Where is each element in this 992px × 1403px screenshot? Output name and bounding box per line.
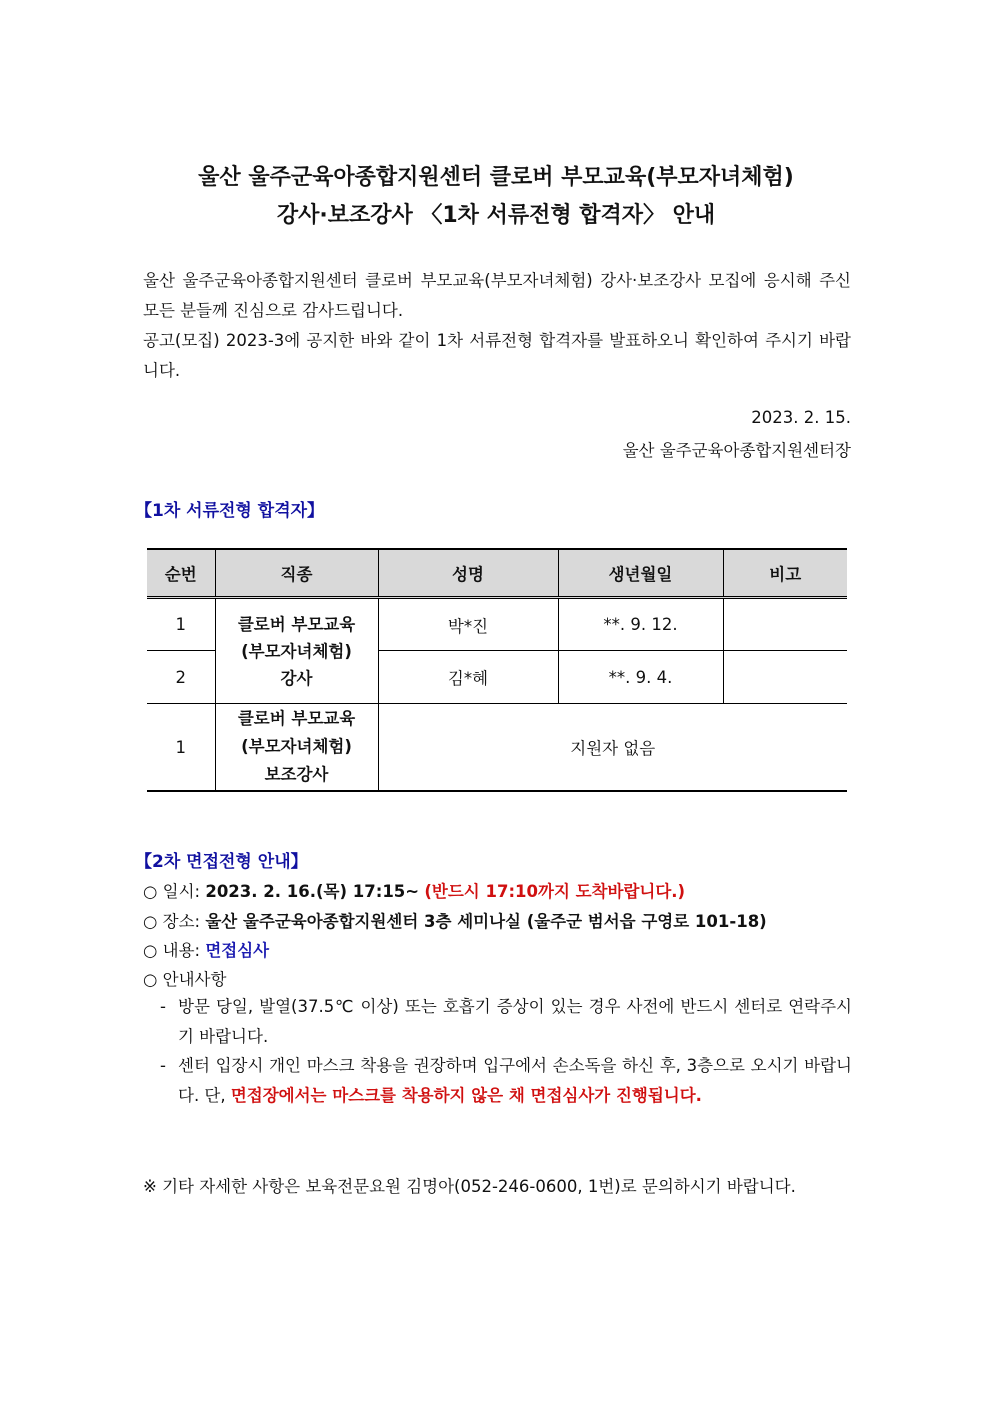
intro-paragraph-1: 울산 울주군육아종합지원센터 클로버 부모교육(부모자녀체험) 강사·보조강사 모집에 응시해 주신 모든 분들께 진심으로 감사드립니다. [143, 271, 851, 320]
place-label: 장소: [162, 912, 201, 931]
schedule-note: (반드시 17:10까지 도착바랍니다.) [424, 882, 686, 901]
dash-marker: - [160, 1056, 166, 1075]
cell-birth: **. 9. 12. [558, 598, 723, 651]
cell-no-applicants: 지원자 없음 [378, 704, 847, 792]
place-line [143, 908, 767, 932]
cell-no: 1 [147, 598, 215, 651]
table-row [147, 704, 847, 792]
content-value: 면접심사 [205, 941, 270, 960]
circle-bullet: ○ [143, 882, 158, 901]
dash-marker: - [160, 997, 166, 1016]
job-line: (부모자녀체험) [241, 641, 352, 661]
results-table [147, 548, 847, 792]
job-line: 강사 [280, 668, 313, 688]
job-line: 클로버 부모교육 [237, 614, 356, 634]
notice-item-2-text [178, 1051, 852, 1111]
place-value: 울산 울주군육아종합지원센터 3층 세미나실 (울주군 범서읍 구영로 101-18) [205, 912, 767, 931]
circle-bullet: ○ [143, 970, 158, 989]
cell-name: 김*혜 [378, 651, 558, 704]
cell-job-instructor [215, 598, 378, 704]
notice-item-1 [160, 992, 852, 1052]
notice-item-1-text: 방문 당일, 발열(37.5℃ 이상) 또는 호흡기 증상이 있는 경우 사전에 반드시 센터로 연락주시기 바랍니다. [178, 997, 852, 1046]
content-label: 내용: [162, 941, 201, 960]
circle-bullet: ○ [143, 912, 158, 931]
header-job: 직종 [215, 549, 378, 598]
notice-item-2-text-a: 센터 입장시 개인 마스크 착용을 권장하며 입구에서 손소독을 하신 후, 3층으로 오시기 바랍니다. 단, [178, 1056, 852, 1105]
schedule-line [143, 878, 685, 902]
cell-no: 1 [147, 704, 215, 792]
header-no: 순번 [147, 549, 215, 598]
notice-item-2-text-b: 면접장에서는 마스크를 착용하지 않은 채 면접심사가 진행됩니다. [230, 1086, 702, 1105]
cell-birth: **. 9. 4. [558, 651, 723, 704]
job-line: 클로버 부모교육 [237, 709, 356, 728]
circle-bullet: ○ [143, 941, 158, 960]
notice-heading-line [143, 966, 226, 990]
header-note: 비고 [723, 549, 847, 598]
notice-item-2 [160, 1051, 852, 1111]
content-line [143, 937, 269, 961]
schedule-value: 2023. 2. 16.(목) 17:15~ [205, 882, 420, 901]
section-title-2: 【2차 면접전형 안내】 [135, 852, 308, 872]
notice-date: 2023. 2. 15. [751, 408, 851, 427]
issuer: 울산 울주군육아종합지원센터장 [622, 441, 851, 460]
table-header-row [147, 549, 847, 598]
job-line: (부모자녀체험) [241, 737, 352, 756]
footer-contact: ※ 기타 자세한 사항은 보육전문요원 김명아(052-246-0600, 1번)로 문의하시기 바랍니다. [143, 1177, 796, 1196]
header-birth: 생년월일 [558, 549, 723, 598]
table-row [147, 598, 847, 651]
notice-label: 안내사항 [162, 970, 227, 989]
section-title-1: 【1차 서류전형 합격자】 [135, 501, 325, 521]
cell-note [723, 598, 847, 651]
cell-job-assistant [215, 704, 378, 792]
cell-note [723, 651, 847, 704]
job-line: 보조강사 [264, 765, 329, 784]
intro-paragraph-2: 공고(모집) 2023-3에 공지한 바와 같이 1차 서류전형 합격자를 발표하오니 확인하여 주시기 바랍니다. [143, 331, 851, 380]
cell-no: 2 [147, 651, 215, 704]
header-name: 성명 [378, 549, 558, 598]
title-line-1: 울산 울주군육아종합지원센터 클로버 부모교육(부모자녀체험) [198, 165, 794, 190]
schedule-label: 일시: [162, 882, 201, 901]
cell-name: 박*진 [378, 598, 558, 651]
title-line-2: 강사·보조강사 〈1차 서류전형 합격자〉 안내 [276, 203, 716, 228]
